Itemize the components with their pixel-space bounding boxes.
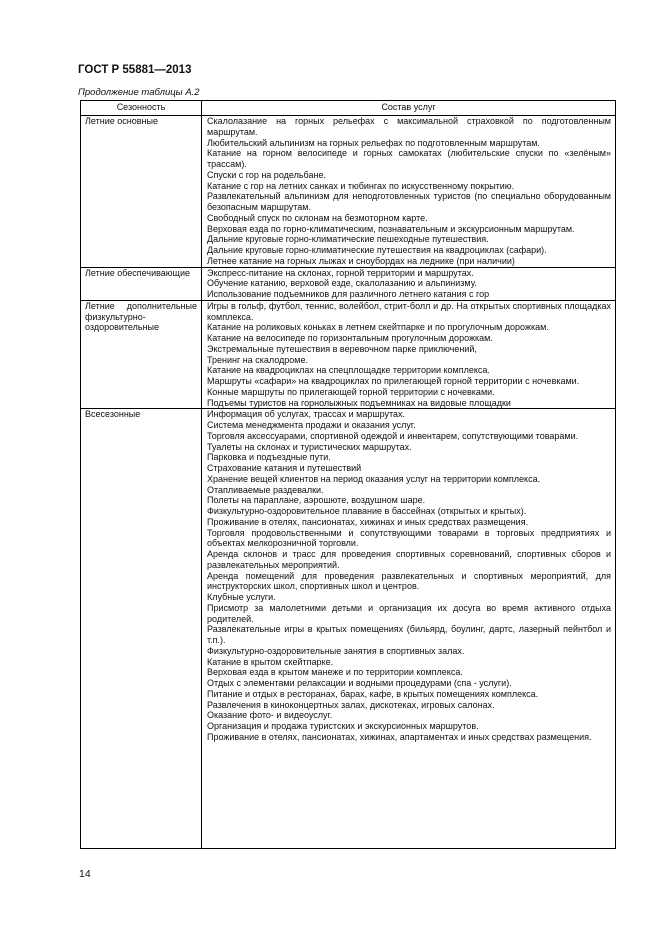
services-cell bbox=[202, 116, 616, 268]
service-item: Дальние круговые горно-климатические путешествия на квадроциклах (сафари). bbox=[207, 245, 547, 255]
service-item: Присмотр за малолетними детьми и организация их досуга во время активного отдыха родителей. bbox=[207, 602, 611, 624]
service-item: Страхование катания и путешествий bbox=[207, 463, 362, 473]
service-item: Экспресс-питание на склонах, горной территории и маршрутах. bbox=[207, 267, 474, 278]
table-caption: Продолжение таблицы А.2 bbox=[78, 87, 200, 98]
service-item: Развлекательные игры в крытых помещениях (бильярд, боулинг, дартс, лазерный пейнтбол и т.п.). bbox=[207, 624, 611, 645]
services-cell bbox=[202, 267, 616, 300]
service-item: Использование подъемников для различного летнего катания с гор bbox=[207, 289, 490, 299]
service-item: Торговля аксессуарами, спортивной одеждой и инвентарем, сопутствующими товарами. bbox=[207, 430, 579, 441]
service-item: Парковка и подъездные пути. bbox=[207, 452, 331, 463]
service-item: Маршруты «сафари» на квадроциклах по прилегающей горной территории с ночевками. bbox=[207, 376, 580, 386]
service-item: Информация об услугах, трассах и маршрутах. bbox=[207, 409, 406, 420]
service-item: Скалолазание на горных рельефах с максимальной страховкой по подготовленным маршрутам. bbox=[207, 116, 611, 137]
service-item: Система менеджмента продажи и оказания услуг. bbox=[207, 420, 416, 430]
service-item: Отапливаемые раздевалки. bbox=[207, 484, 324, 495]
service-item: Летнее катание на горных лыжах и сноубордах на леднике (при наличии) bbox=[207, 255, 515, 266]
table-body bbox=[81, 116, 616, 849]
service-item: Любительский альпинизм на горных рельефах по подготовленным маршрутам. bbox=[207, 137, 540, 148]
services-cell bbox=[202, 409, 616, 849]
service-item: Проживание в отелях, пансионатах, хижинах, апартаментах и иных средствах размещения. bbox=[207, 731, 592, 742]
service-item: Проживание в отелях, пансионатах, хижинах и иных средствах размещения. bbox=[207, 516, 529, 527]
service-item: Катание на роликовых коньках в летнем скейтпарке и по прогулочным дорожкам. bbox=[207, 322, 549, 333]
service-item: Игры в гольф, футбол, теннис, волейбол, стрит-болл и др. На открытых спортивных площадках комплекса. bbox=[207, 300, 611, 322]
services-cell bbox=[202, 300, 616, 409]
season-cell: Летние основные bbox=[81, 116, 202, 268]
service-item: Верховая езда в крытом манеже и по территории комплекса. bbox=[207, 667, 463, 678]
service-item: Отдых с элементами релаксации и водными процедурами (спа - услуги). bbox=[207, 678, 512, 688]
table-header-row bbox=[81, 101, 616, 116]
service-item: Клубные услуги. bbox=[207, 592, 276, 602]
services-table bbox=[80, 100, 616, 849]
page-number: 14 bbox=[79, 868, 91, 880]
service-item: Экстремальные путешествия в веревочном парке приключений, bbox=[207, 343, 477, 354]
table-row bbox=[81, 267, 616, 300]
service-item: Хранение вещей клиентов на период оказания услуг на территории комплекса. bbox=[207, 473, 541, 484]
document-standard-header: ГОСТ Р 55881—2013 bbox=[78, 64, 192, 76]
service-item: Катание с гор на летних санках и тюбингах по искусственному покрытию. bbox=[207, 180, 515, 191]
season-cell: Летние обеспечивающие bbox=[81, 267, 202, 300]
column-header-season: Сезонность bbox=[81, 101, 202, 116]
service-item: Организация и продажа туристских и экскурсионных маршрутов. bbox=[207, 721, 479, 731]
column-header-services: Состав услуг bbox=[202, 101, 616, 116]
service-item: Развлечения в киноконцертных залах, дискотеках, игровых салонах. bbox=[207, 699, 495, 710]
service-item: Подъемы туристов на горнолыжных подъемниках на видовые площадки bbox=[207, 397, 511, 408]
service-item: Тренинг на скалодроме. bbox=[207, 354, 308, 365]
service-item: Катание на квадроциклах на спецплощадке территории комплекса. bbox=[207, 365, 490, 376]
table-row bbox=[81, 116, 616, 268]
service-item: Катание в крытом скейтпарке. bbox=[207, 656, 334, 667]
service-item: Конные маршруты по прилегающей горной территории с ночевками. bbox=[207, 386, 495, 397]
table-row bbox=[81, 300, 616, 409]
service-item: Развлекательный альпинизм для неподготовленных туристов (по специально оборудованным безопасным маршрутам. bbox=[207, 191, 611, 212]
service-item: Верховая езда по горно-климатическим, познавательным и экскурсионным маршрутам. bbox=[207, 223, 575, 234]
service-item: Аренда склонов и трасс для проведения спортивных соревнований, спортивных сборов и развлекательных мероприятий. bbox=[207, 549, 611, 570]
service-item: Спуски с гор на родельбане. bbox=[207, 169, 326, 180]
service-item: Дальние круговые горно-климатические пешеходные путешествия. bbox=[207, 234, 489, 245]
service-item: Катание на горном велосипеде и горных самокатах (любительские спуски по «зелёным» трассам). bbox=[207, 148, 611, 169]
service-item: Торговля продовольственными и сопутствующими товарами в торговых предприятиях и объектах мелкорозничной торговли. bbox=[207, 527, 611, 549]
table-row bbox=[81, 409, 616, 849]
service-item: Физкультурно-оздоровительное плавание в бассейнах (открытых и крытых). bbox=[207, 506, 527, 516]
season-cell: Всесезонные bbox=[81, 409, 202, 849]
service-item: Аренда помещений для проведения развлекательных и спортивных мероприятий, для инструкторских школ, спортивных школ и центров. bbox=[207, 570, 611, 592]
service-item: Питание и отдых в ресторанах, барах, кафе, в крытых помещениях комплекса. bbox=[207, 688, 539, 699]
season-cell: Летние дополнительные физкультурно-оздоровительные bbox=[81, 300, 202, 409]
service-item: Свободный спуск по склонам на безмоторном карте. bbox=[207, 212, 428, 223]
service-item: Обучение катанию, верховой езде, скалолазанию и альпинизму. bbox=[207, 278, 477, 289]
service-item: Физкультурно-оздоровительные занятия в спортивных залах. bbox=[207, 645, 465, 656]
service-item: Оказание фото- и видеоуслуг. bbox=[207, 710, 333, 721]
service-item: Полеты на параплане, аэрошюте, воздушном шаре. bbox=[207, 495, 426, 506]
service-item: Катание на велосипеде по горизонтальным прогулочным дорожкам. bbox=[207, 333, 493, 343]
service-item: Туалеты на склонах и туристических маршрутах. bbox=[207, 441, 412, 452]
